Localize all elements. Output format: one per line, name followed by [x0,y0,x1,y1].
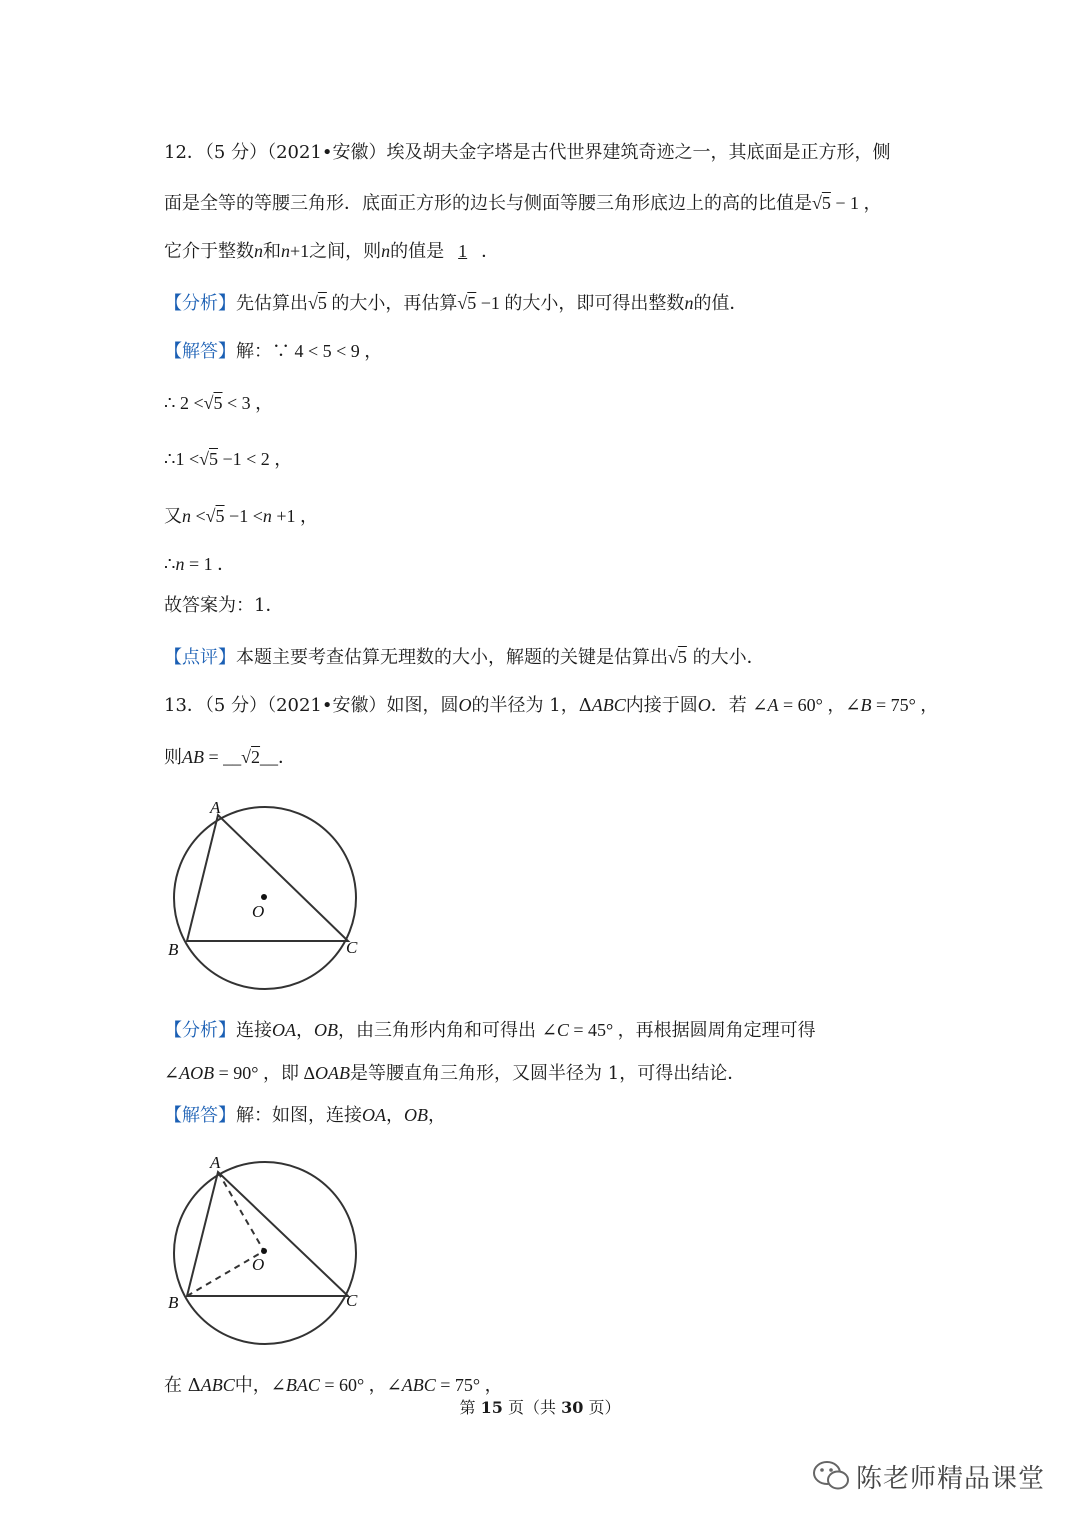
q12-step-3: 又n <√5 −1 <n +1 ， [164,506,319,527]
wechat-icon [812,1458,852,1494]
label-o: O [252,902,265,921]
answer-blank: 1 [458,241,468,261]
answer-tag: 【解答】 [164,341,236,362]
triangle-abc [187,1172,348,1296]
circle-triangle-figure [160,795,370,995]
analysis-tag: 【分析】 [164,293,236,314]
triangle-abc [187,815,348,941]
q13-analysis-1: 【分析】连接OA，OB，由三角形内角和可得出 ∠C = 45° ，再根据圆周角定理可得 [164,1020,816,1041]
q13-last-line: 在 ΔABC中，∠BAC = 60° ，∠ABC = 75° ， [164,1375,503,1396]
circle-triangle-figure-dashed [160,1150,370,1350]
watermark-text: 陈老师精品课堂 [856,1464,1046,1494]
center-point [261,1248,267,1254]
label-b: B [168,940,179,959]
q12-line-1: 12．（5 分）（2021•安徽）埃及胡夫金字塔是古代世界建筑奇迹之一，其底面是正方形，侧 [164,142,891,163]
comment-tag: 【点评】 [164,647,236,668]
label-a: A [210,1153,221,1172]
q12-line-2: 面是全等的等腰三角形．底面正方形的边长与侧面等腰三角形底边上的高的比值是√5 − 1 ， [164,193,882,214]
label-c: C [346,1291,358,1310]
q12-step-4: ∴n = 1 ． [164,554,236,574]
label-a: A [210,798,221,817]
q13-answer: 【解答】解：如图，连接OA，OB， [164,1105,446,1126]
q12-final: 故答案为：1． [164,595,284,616]
label-o: O [252,1255,265,1274]
q12-step-1: ∴ 2 <√5 < 3 ， [164,393,274,413]
segment-oa [218,1172,264,1251]
q12-comment: 【点评】本题主要考查估算无理数的大小，解题的关键是估算出√5 的大小． [164,647,765,668]
label-c: C [346,938,358,957]
label-b: B [168,1293,179,1312]
q12-step-2: ∴1 <√5 −1 < 2 ， [164,449,293,469]
watermark [812,1456,1052,1496]
center-point [261,894,267,900]
q13-analysis-2: ∠AOB = 90° ，即 ΔOAB是等腰直角三角形，又圆半径为 1，可得出结论． [164,1063,746,1084]
q12-answer: 【解答】解：∵ 4 < 5 < 9 ， [164,341,383,362]
q12-line-3: 它介于整数n和n+1之间，则n的值是 1 ． [164,241,500,262]
page-footer: 第 15 页（共 30 页） [459,1398,621,1417]
q13-line-1: 13．（5 分）（2021•安徽）如图，圆O的半径为 1，ΔABC内接于圆O．若 ∠A = 60° ，∠B = 75° ， [164,695,939,716]
q12-analysis: 【分析】先估算出√5 的大小，再估算√5 −1 的大小，即可得出整数n的值． [164,293,748,314]
q13-line-2: 则AB = __√2__． [164,747,297,768]
